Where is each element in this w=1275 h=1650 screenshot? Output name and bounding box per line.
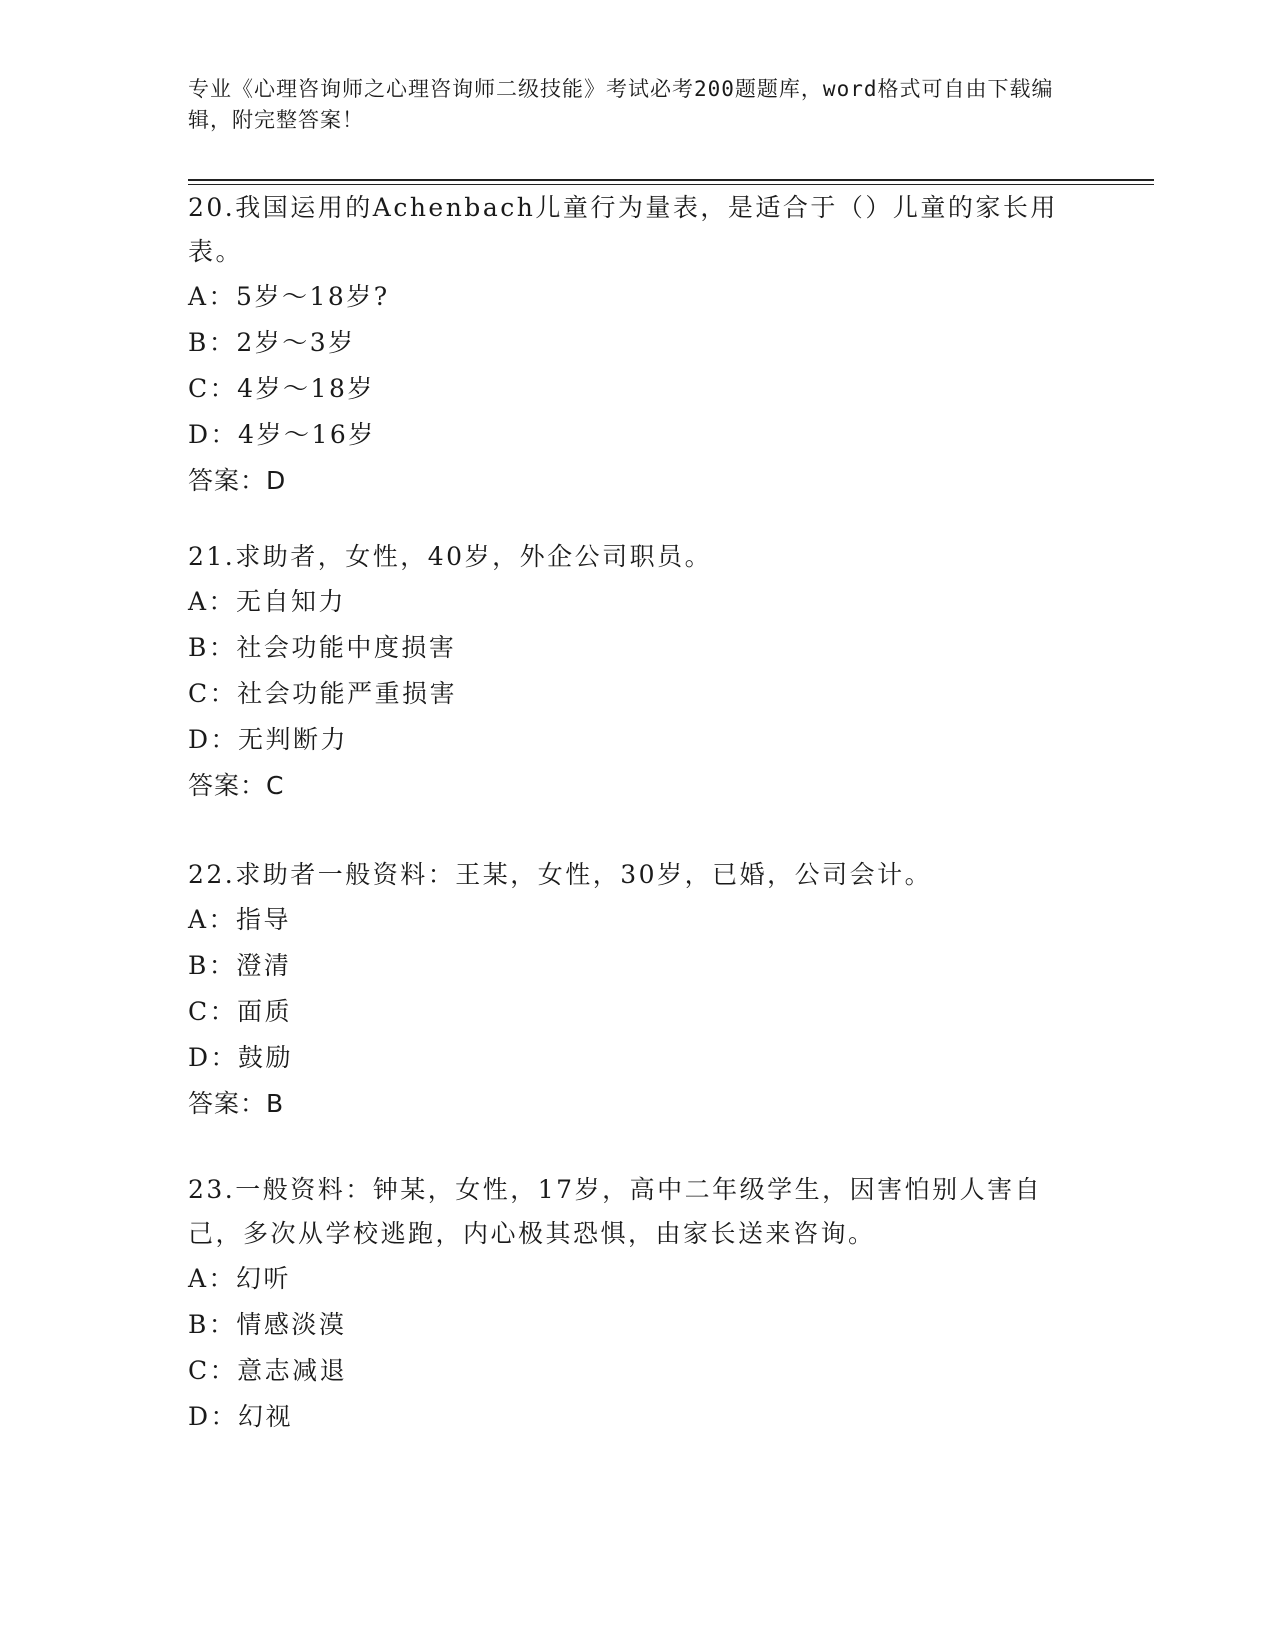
option-b: B：社会功能中度损害	[188, 633, 457, 662]
question-stem: 20.我国运用的Achenbach儿童行为量表，是适合于（）儿童的家长用表。	[188, 193, 1058, 266]
option-a: A：指导	[188, 905, 292, 934]
option-c: C：面质	[188, 997, 293, 1026]
question-22	[188, 853, 1088, 1127]
option-a: A：5岁～18岁?	[188, 282, 390, 311]
header-divider-bottom	[188, 184, 1154, 185]
option-b: B：情感淡漠	[188, 1310, 347, 1339]
option-c: C：意志减退	[188, 1356, 348, 1385]
option-a: A：无自知力	[188, 587, 347, 616]
question-stem: 23.一般资料：钟某，女性，17岁，高中二年级学生，因害怕别人害自己，多次从学校逃跑，内心极其恐惧，由家长送来咨询。	[188, 1175, 1043, 1248]
question-23	[188, 1168, 1088, 1440]
option-b: B：澄清	[188, 951, 292, 980]
option-c: C：4岁～18岁	[188, 374, 375, 403]
answer: 答案：B	[188, 1089, 285, 1118]
option-a: A：幻听	[188, 1264, 292, 1293]
question-21	[188, 535, 1088, 809]
option-d: D：鼓励	[188, 1043, 294, 1072]
question-20	[188, 186, 1088, 504]
document-header: 专业《心理咨询师之心理咨询师二级技能》考试必考200题题库，word格式可自由下载编辑，附完整答案！	[188, 77, 1054, 132]
option-d: D：无判断力	[188, 725, 349, 754]
answer: 答案：C	[188, 771, 285, 800]
question-stem: 21.求助者，女性，40岁，外企公司职员。	[188, 542, 713, 571]
option-d: D：4岁～16岁	[188, 420, 376, 449]
option-d: D：幻视	[188, 1402, 294, 1431]
question-stem: 22.求助者一般资料：王某，女性，30岁，已婚，公司会计。	[188, 860, 933, 889]
option-c: C：社会功能严重损害	[188, 679, 458, 708]
answer: 答案：D	[188, 466, 287, 495]
header-divider-top	[188, 179, 1154, 181]
option-b: B：2岁～3岁	[188, 328, 356, 357]
